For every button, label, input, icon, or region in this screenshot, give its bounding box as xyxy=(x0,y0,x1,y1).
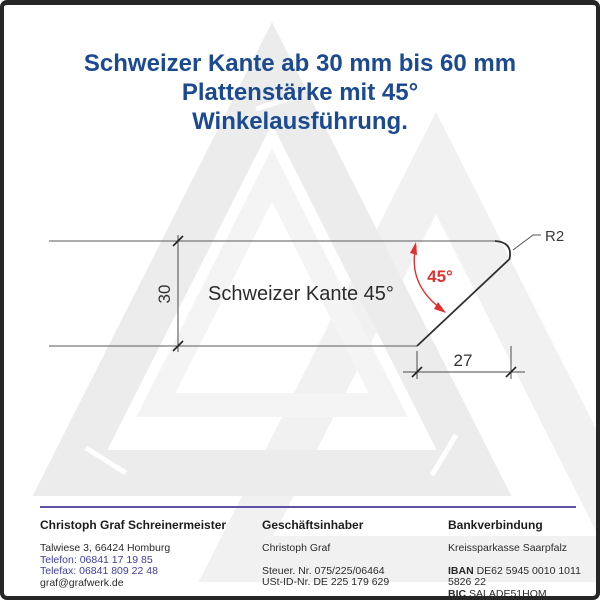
footer-owner-column xyxy=(262,519,448,600)
bank-heading: Bankverbindung xyxy=(448,518,543,532)
company-email: graf@grafwerk.de xyxy=(40,576,124,589)
company-name-heading: Christoph Graf Schreinermeister xyxy=(40,518,227,532)
panel-label: Schweizer Kante 45° xyxy=(208,283,394,305)
iban-line xyxy=(448,566,582,589)
thickness-dimension-label: 30 xyxy=(155,284,174,304)
footer-divider xyxy=(40,506,576,508)
bank-name: Kreissparkasse Saarpfalz xyxy=(448,542,568,554)
title-line-2: Plattenstärke mit 45° xyxy=(181,79,419,106)
owner-name: Christoph Graf xyxy=(262,542,331,554)
bic-label: BIC xyxy=(448,587,467,600)
bic-value: SALADE51HOM xyxy=(469,587,547,600)
footer xyxy=(40,519,582,600)
angle-label: 45° xyxy=(427,267,453,286)
owner-heading: Geschäftsinhaber xyxy=(262,518,364,532)
footer-company-column xyxy=(40,519,262,600)
chamfer-width-label: 27 xyxy=(453,351,473,370)
angle-arrowhead xyxy=(434,302,446,313)
vat-id: USt-ID-Nr. DE 225 179 629 xyxy=(262,576,390,588)
radius-label: R2 xyxy=(545,228,565,245)
company-address: Talwiese 3, 66424 Homburg xyxy=(40,542,171,554)
title-line-3: Winkelausführung. xyxy=(192,108,408,135)
angle-arrowhead xyxy=(410,242,417,255)
title-line-1: Schweizer Kante ab 30 mm bis 60 mm xyxy=(83,50,517,77)
chamfer-edge xyxy=(417,241,510,346)
company-fax: Telefax: 06841 809 22 48 xyxy=(40,565,158,577)
iban-label: IBAN xyxy=(448,564,474,577)
company-phone: Telefon: 06841 17 19 85 xyxy=(40,553,153,566)
tax-number: Steuer. Nr. 075/225/06464 xyxy=(262,564,385,577)
footer-bank-column xyxy=(448,519,582,600)
bic-line xyxy=(448,589,582,600)
radius-leader-line xyxy=(513,235,541,250)
iban-value: DE62 5945 0010 1011 5826 22 xyxy=(448,564,581,588)
page-title xyxy=(4,49,596,136)
spacer xyxy=(262,555,448,566)
